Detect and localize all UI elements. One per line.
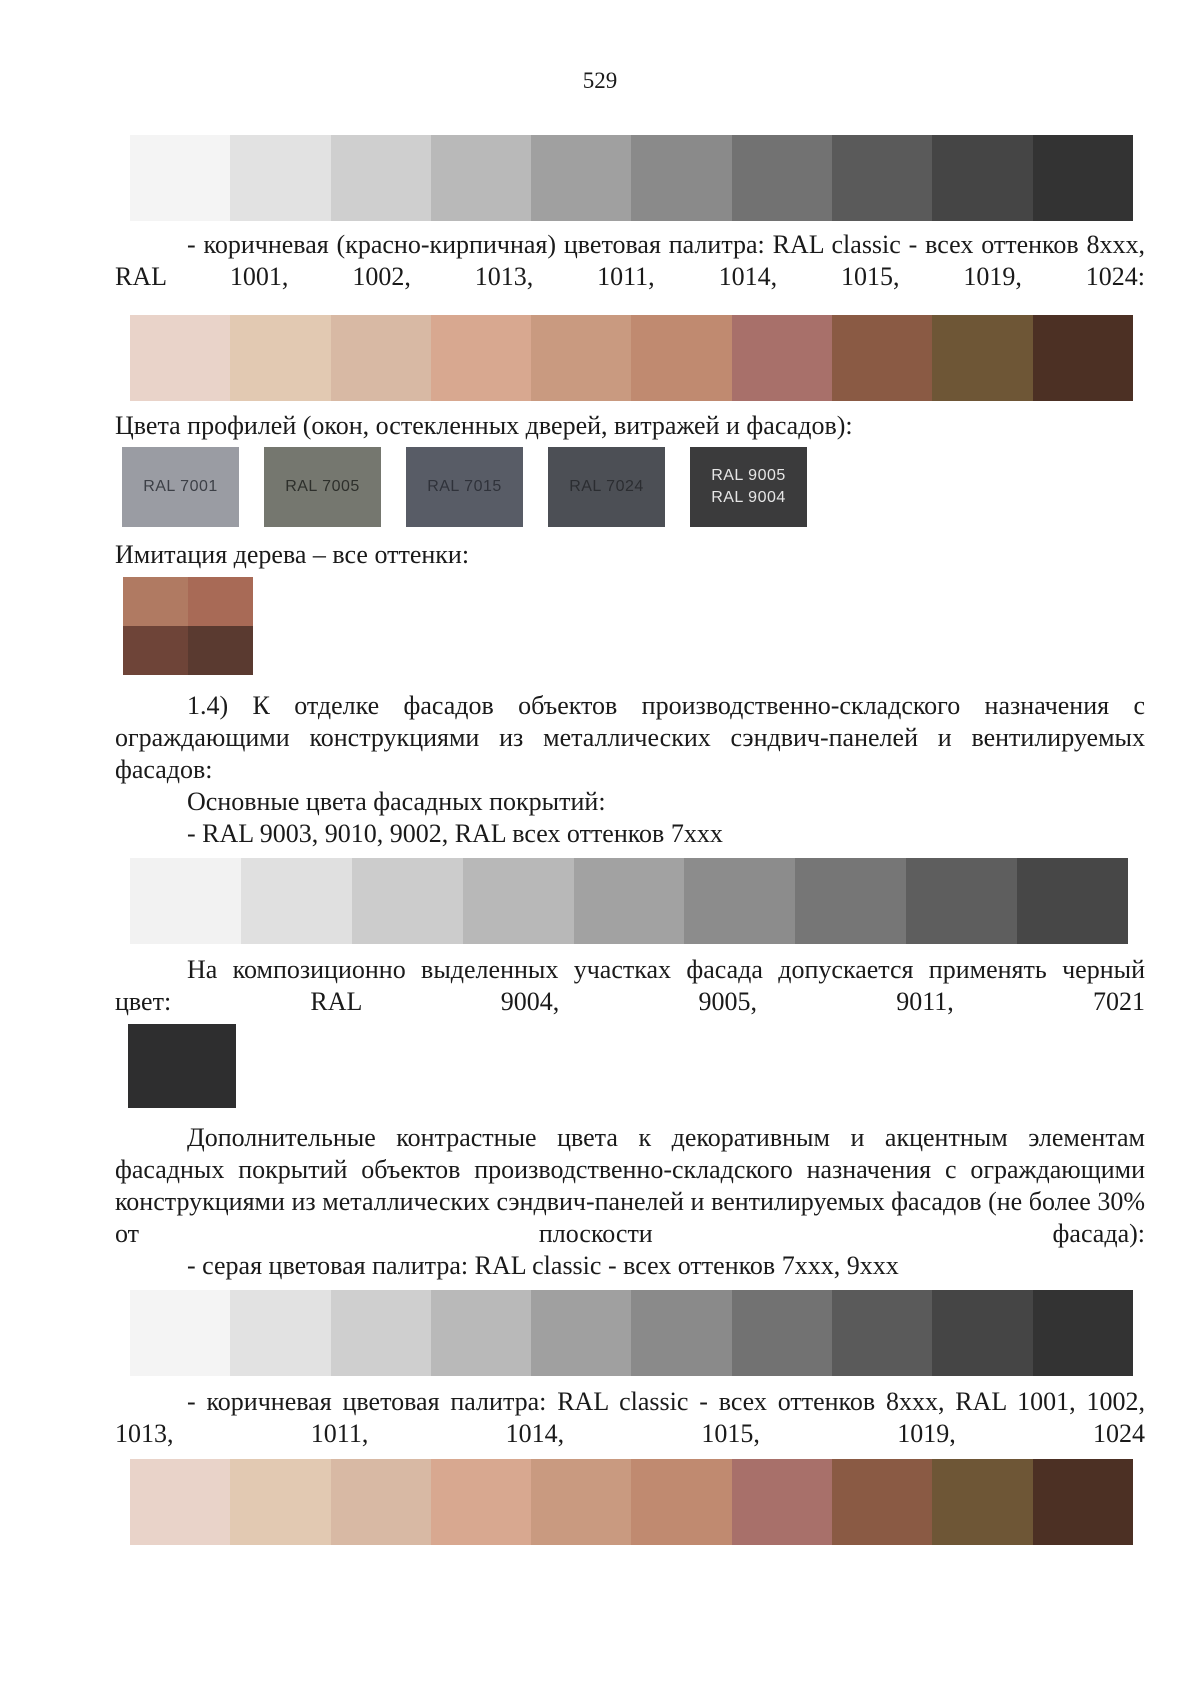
- color-swatch: [331, 1459, 431, 1545]
- color-swatch: [631, 135, 731, 221]
- color-swatch: [631, 315, 731, 401]
- black-color-swatch: [128, 1024, 236, 1108]
- color-swatch: [431, 315, 531, 401]
- color-swatch: [906, 858, 1017, 944]
- color-swatch: [531, 135, 631, 221]
- color-swatch: [241, 858, 352, 944]
- color-swatch: [832, 315, 932, 401]
- main-colors-ral: - RAL 9003, 9010, 9002, RAL всех оттенков 7xxx: [187, 819, 723, 848]
- black-color-note: На композиционно выделенных участках фасада допускается применять черный цвет: RAL 9004, 9005, 9011, 7021: [115, 955, 1145, 1016]
- color-swatch: [1017, 858, 1128, 944]
- color-swatch: [932, 135, 1032, 221]
- color-swatch: [1033, 1290, 1133, 1376]
- color-swatch: [531, 1290, 631, 1376]
- brown-palette-intro: - коричневая (красно-кирпичная) цветовая палитра: RAL classic - всех оттенков 8xxx, RAL 1001, 1002, 1013, 1011, 1014, 1015, 1019, 1024:: [115, 230, 1145, 291]
- grey-palette-text: - серая цветовая палитра: RAL classic - всех оттенков 7xxx, 9xxx: [187, 1251, 899, 1280]
- brown-palette-bottom: [130, 1459, 1133, 1545]
- color-swatch: [130, 1290, 230, 1376]
- color-swatch: [832, 135, 932, 221]
- wood-tile: [123, 577, 188, 626]
- color-swatch: [130, 1459, 230, 1545]
- color-swatch: [230, 315, 330, 401]
- color-swatch: [932, 1290, 1032, 1376]
- color-swatch: [431, 1290, 531, 1376]
- grey-palette-main: [130, 858, 1128, 944]
- color-swatch: [431, 135, 531, 221]
- color-swatch: [732, 315, 832, 401]
- color-swatch: [352, 858, 463, 944]
- profile-swatch-ral-9005-9004: [690, 447, 807, 527]
- color-swatch: [431, 1459, 531, 1545]
- color-swatch: [331, 135, 431, 221]
- profile-swatch-ral-7015: [406, 447, 523, 527]
- color-swatch: [932, 1459, 1032, 1545]
- additional-colors-paragraph: Дополнительные контрастные цвета к декоративным и акцентным элементам фасадных покрытий объектов производственно-складского назначения с ограждающими конструкциями из металлических сэндвич-панелей и вентилируемых фасадов (не более 30% от плоскости фасада):: [115, 1123, 1145, 1248]
- grey-palette-bottom: [130, 1290, 1133, 1376]
- profile-label: RAL 7024: [569, 478, 644, 495]
- profile-swatch-ral-7005: [264, 447, 381, 527]
- color-swatch: [832, 1459, 932, 1545]
- profile-swatch-ral-7024: [548, 447, 665, 527]
- color-swatch: [331, 315, 431, 401]
- color-swatch: [1033, 315, 1133, 401]
- brown-palette-top: [130, 315, 1133, 401]
- wood-tile: [123, 626, 188, 675]
- color-swatch: [1033, 1459, 1133, 1545]
- wood-tile: [188, 626, 253, 675]
- color-swatch: [331, 1290, 431, 1376]
- color-swatch: [130, 858, 241, 944]
- section-1-4: 1.4) К отделке фасадов объектов производственно-складского назначения с ограждающими конструкциями из металлических сэндвич-панелей и вентилируемых фасадов:: [115, 691, 1145, 784]
- color-swatch: [230, 135, 330, 221]
- color-swatch: [732, 135, 832, 221]
- color-swatch: [932, 315, 1032, 401]
- profile-swatch-ral-7001: [122, 447, 239, 527]
- color-swatch: [230, 1459, 330, 1545]
- color-swatch: [230, 1290, 330, 1376]
- brown-palette-text: - коричневая цветовая палитра: RAL classic - всех оттенков 8xxx, RAL 1001, 1002, 1013, 1011, 1014, 1015, 1019, 1024: [115, 1387, 1145, 1448]
- color-swatch: [130, 135, 230, 221]
- grey-palette-top: [130, 135, 1133, 221]
- color-swatch: [574, 858, 685, 944]
- color-swatch: [732, 1290, 832, 1376]
- color-swatch: [732, 1459, 832, 1545]
- main-colors-heading: Основные цвета фасадных покрытий:: [187, 787, 606, 816]
- color-swatch: [1033, 135, 1133, 221]
- profile-colors: [122, 447, 807, 527]
- color-swatch: [795, 858, 906, 944]
- profiles-heading: Цвета профилей (окон, остекленных дверей, витражей и фасадов):: [115, 411, 853, 440]
- profile-label: RAL 7005: [285, 478, 360, 495]
- wood-tile: [188, 577, 253, 626]
- color-swatch: [463, 858, 574, 944]
- color-swatch: [531, 315, 631, 401]
- page-number: 529: [582, 68, 618, 93]
- profile-label: RAL 9005 RAL 9004: [711, 467, 786, 506]
- profile-label: RAL 7001: [143, 478, 218, 495]
- color-swatch: [631, 1459, 731, 1545]
- color-swatch: [130, 315, 230, 401]
- wood-imitation-swatch: [123, 577, 253, 675]
- color-swatch: [684, 858, 795, 944]
- profile-label: RAL 7015: [427, 478, 502, 495]
- wood-heading: Имитация дерева – все оттенки:: [115, 540, 470, 569]
- color-swatch: [531, 1459, 631, 1545]
- color-swatch: [832, 1290, 932, 1376]
- color-swatch: [631, 1290, 731, 1376]
